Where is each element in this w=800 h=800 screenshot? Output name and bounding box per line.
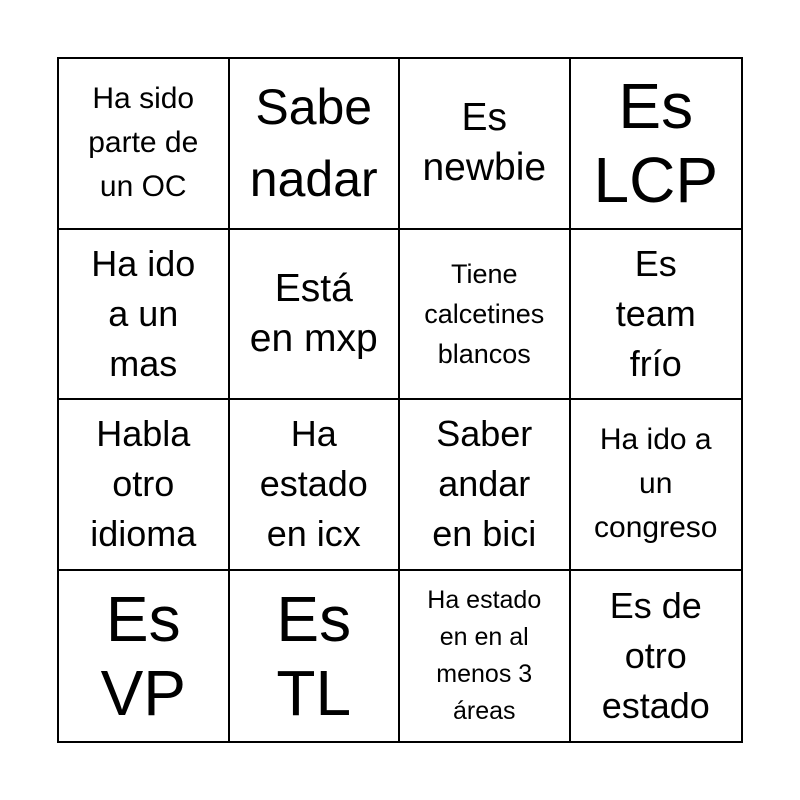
bingo-cell[interactable]: [571, 59, 742, 230]
cell-text: Ha ido a un congreso: [594, 423, 718, 545]
bingo-cell[interactable]: [230, 230, 401, 401]
cell-text: Saber andar en bici: [432, 413, 537, 555]
cell-text: Tiene calcetines blancos: [424, 258, 545, 369]
cell-text: Es TL: [276, 582, 352, 729]
bingo-cell[interactable]: [230, 400, 401, 571]
bingo-cell[interactable]: [230, 59, 401, 230]
bingo-cell[interactable]: [400, 571, 571, 742]
bingo-cell[interactable]: [571, 230, 742, 401]
bingo-cell[interactable]: [400, 230, 571, 401]
cell-text: Es newbie: [422, 96, 547, 190]
bingo-cell[interactable]: [400, 59, 571, 230]
bingo-cell[interactable]: [59, 230, 230, 401]
bingo-cell[interactable]: [571, 400, 742, 571]
cell-text: Ha estado en en al menos 3 áreas: [427, 585, 542, 725]
cell-text: Habla otro idioma: [90, 413, 197, 555]
cell-text: Es team frío: [615, 242, 696, 384]
bingo-cell[interactable]: [59, 400, 230, 571]
cell-text: Ha sido parte de un OC: [88, 82, 199, 204]
bingo-cell[interactable]: [59, 59, 230, 230]
cell-text: Está en mxp: [249, 266, 378, 360]
cell-text: Es de otro estado: [601, 584, 710, 726]
cell-text: Ha ido a un mas: [91, 242, 196, 384]
bingo-cell[interactable]: [59, 571, 230, 742]
cell-text: Ha estado en icx: [259, 413, 368, 555]
bingo-cell[interactable]: [571, 571, 742, 742]
bingo-board: [57, 57, 743, 743]
bingo-cell[interactable]: [230, 571, 401, 742]
cell-text: Es VP: [100, 582, 186, 729]
cell-text: Sabe nadar: [249, 79, 378, 208]
cell-text: Es LCP: [593, 70, 718, 217]
bingo-cell[interactable]: [400, 400, 571, 571]
